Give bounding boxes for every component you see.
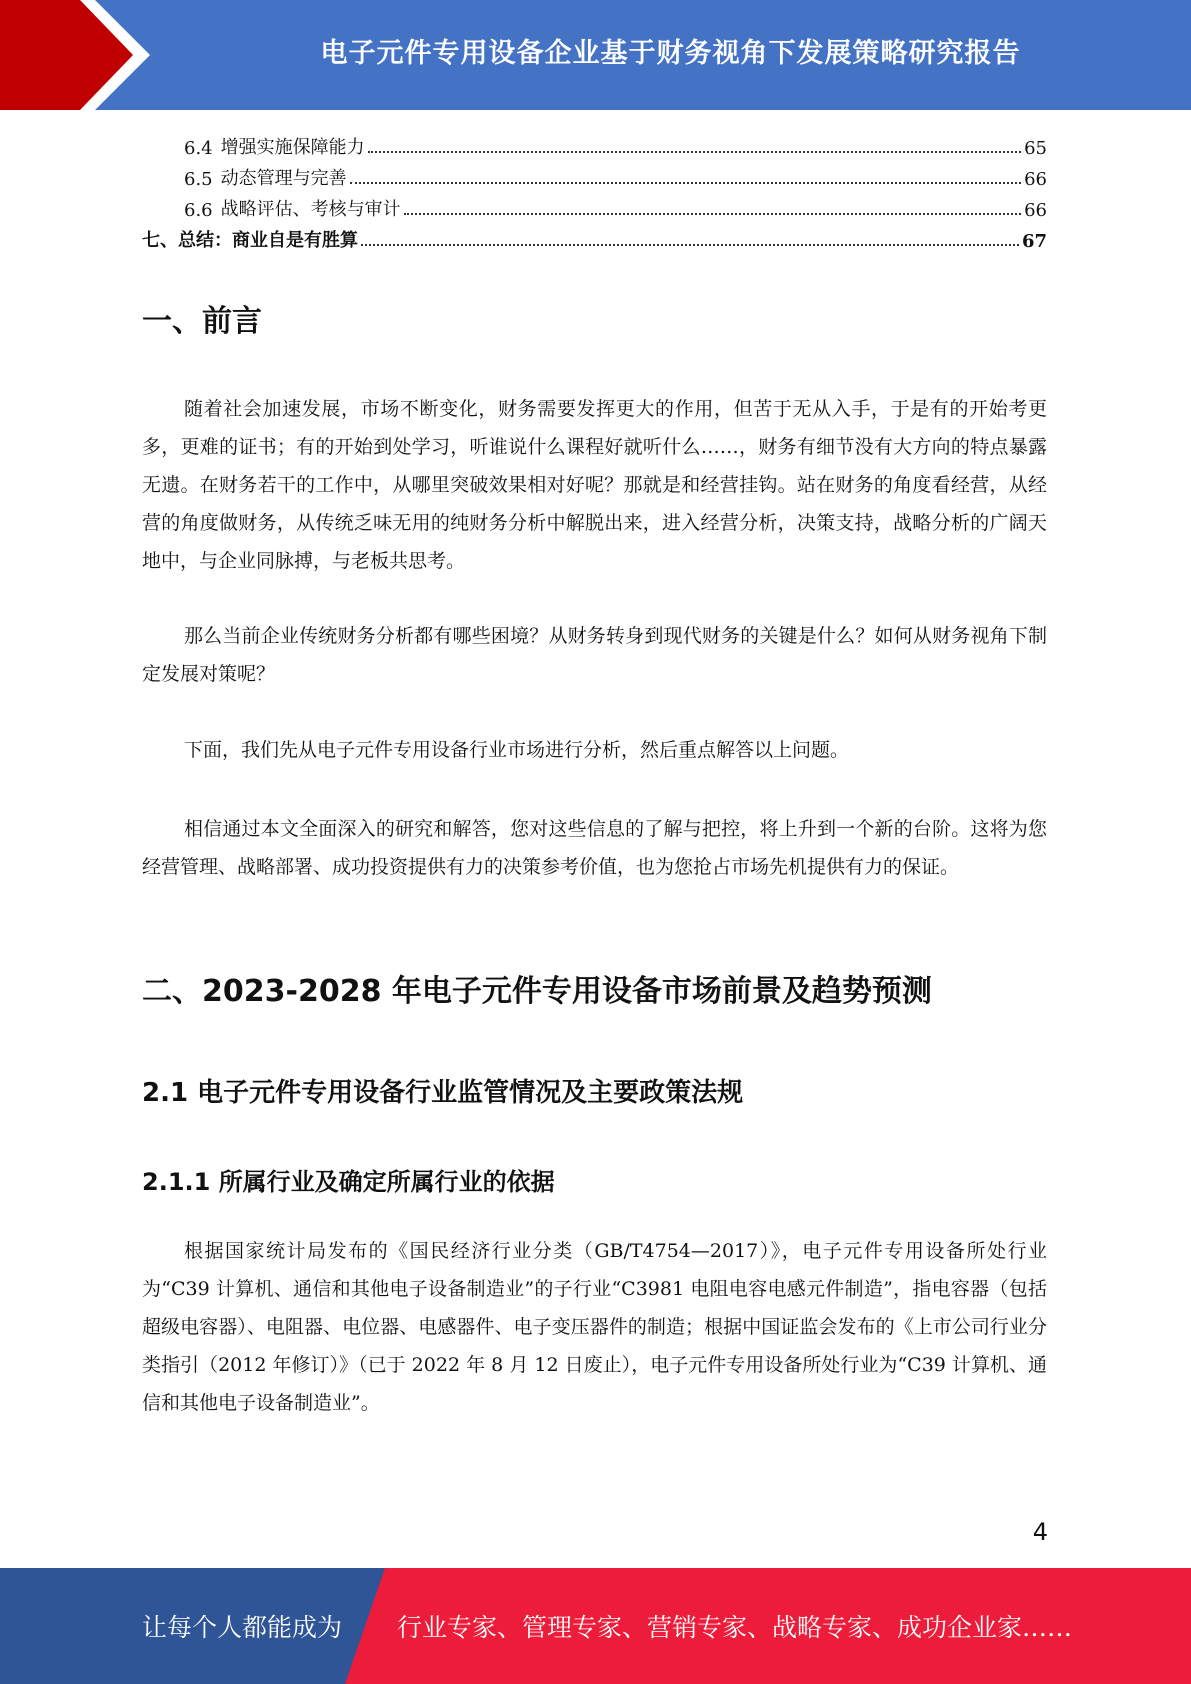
toc-leader [368,151,1021,153]
paragraph: 下面，我们先从电子元件专用设备行业市场进行分析，然后重点解答以上问题。 [184,739,850,761]
section-heading-preface: 一、前言 [142,304,262,339]
toc-item-page: 67 [1021,231,1047,252]
subsection-heading: 2.1 电子元件专用设备行业监管情况及主要政策法规 [142,1078,744,1108]
toc-item-label: 增强实施保障能力 [220,137,365,158]
table-of-contents [142,128,1047,252]
toc-item[interactable] [142,128,1047,159]
toc-item-number: 6.4 [184,138,213,159]
toc-item-page: 65 [1024,138,1047,159]
paragraph: 随着社会加速发展，市场不断变化，财务需要发挥更大的作用，但苦于无从入手，于是有的开始考更多，更难的证书；有的开始到处学习，听谁说什么课程好就听什么……，财务有细节没有大方向的特点暴露无遗。在财务若干的工作中，从哪里突破效果相对好呢？那就是和经营挂钩。站在财务的角度看经营，从经营的角度做财务，从传统乏味无用的纯财务分析中解脱出来，进入经营分析，决策支持，战略分析的广阔天地中，与企业同脉搏，与老板共思考。 [142,398,1047,572]
section-heading-market: 二、2023-2028 年电子元件专用设备市场前景及趋势预测 [142,974,932,1009]
paragraph: 那么当前企业传统财务分析都有哪些困境？从财务转身到现代财务的关键是什么？如何从财务视角下制定发展对策呢？ [142,625,1047,685]
page-number: 4 [1032,1518,1048,1546]
toc-item-page: 66 [1024,200,1047,221]
page-footer [0,1568,1191,1684]
paragraph: 相信通过本文全面深入的研究和解答，您对这些信息的了解与把控，将上升到一个新的台阶。这将为您经营管理、战略部署、成功投资提供有力的决策参考价值，也为您抢占市场先机提供有力的保证。 [142,818,1047,878]
paragraph: 根据国家统计局发布的《国民经济行业分类（GB/T4754—2017）》，电子元件专用设备所处行业为“C39 计算机、通信和其他电子设备制造业”的子行业“C3981 电阻电容电感元件制造”，指电容器（包括超级电容器）、电阻器、电位器、电感器件、电子变压器件的制造；根据中国证监会发布的《上市公司行业分类指引（2012 年修订）》（已于 2022 年 8 月 12 日废止），电子元件专用设备所处行业为“C39 计算机、通信和其他电子设备制造业”。 [142,1240,1047,1414]
toc-item-page: 66 [1024,169,1047,190]
toc-item-label: 动态管理与完善 [220,168,347,189]
toc-item-label: 七、总结：商业自是有胜算 [142,230,358,251]
footer-slogan-left: 让每个人都能成为 [142,1613,343,1642]
toc-item-chapter[interactable] [142,221,1047,252]
header-arrow-decoration [0,0,150,110]
toc-item-number: 6.5 [184,169,213,190]
toc-item[interactable] [142,190,1047,221]
report-title: 电子元件专用设备企业基于财务视角下发展策略研究报告 [320,37,1021,69]
page-header [0,0,1191,110]
toc-leader [361,244,1019,246]
toc-item[interactable] [142,159,1047,190]
footer-slogan-right: 行业专家、管理专家、营销专家、战略专家、成功企业家…… [397,1613,1073,1642]
toc-item-number: 6.6 [184,200,213,221]
toc-leader [350,182,1021,184]
toc-leader [404,213,1021,215]
toc-item-label: 战略评估、考核与审计 [220,199,401,220]
subsubsection-heading: 2.1.1 所属行业及确定所属行业的依据 [142,1168,555,1196]
